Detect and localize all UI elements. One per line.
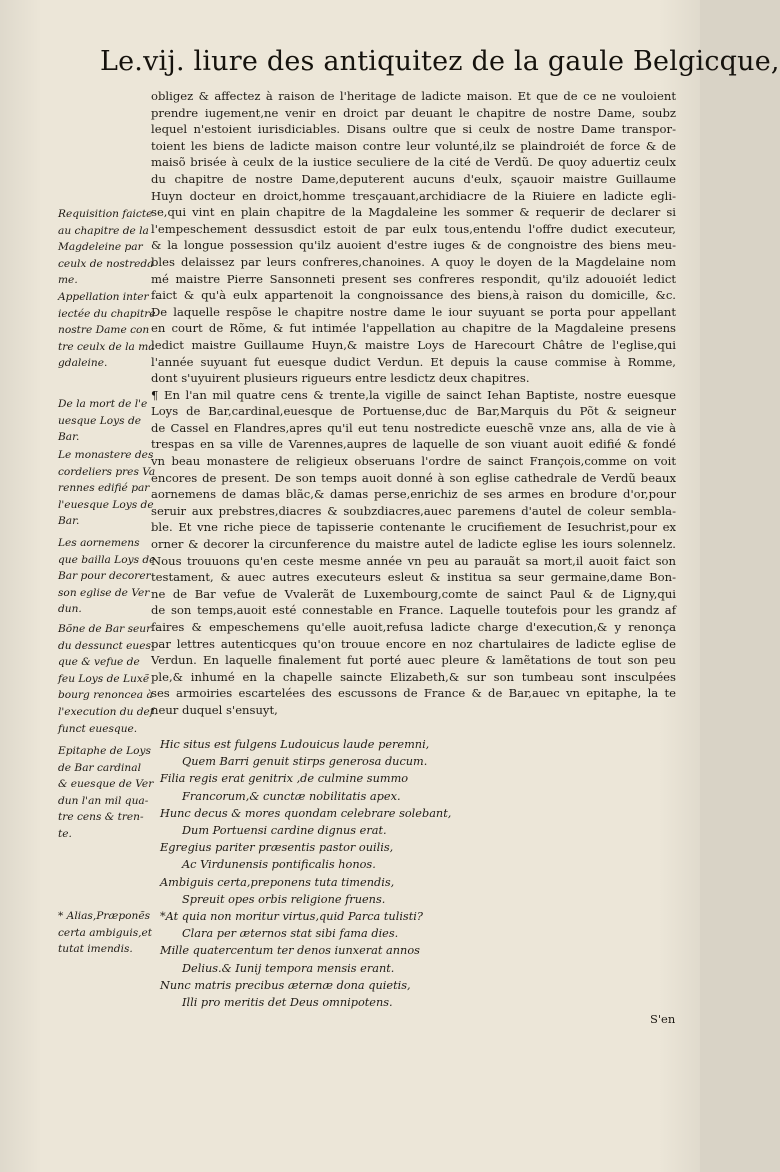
- margin-note-line: De la mort de l'e: [58, 398, 148, 410]
- text-line: se,qui vint en plain chapitre de la Magdaleine les sommer & requerir de declarer si: [151, 205, 676, 220]
- text-line: faict & qu'à eulx appartenoit la congnoissance des biens,à raison du domicille, &c.: [151, 288, 676, 303]
- text-line: de Cassel en Flandres,apres qu'il eut tenu nostredicte eueschẽ vnze ans, alla de vie à: [151, 420, 676, 435]
- text-line: bles delaissez par leurs confreres,chanoines. A quoy le doyen de la Magdelaine nom: [151, 254, 676, 269]
- text-line: ses armoiries escartelées des escussons de France & de Bar,auec vn epitaphe, la te: [151, 686, 676, 701]
- margin-note-line: funct euesque.: [58, 722, 138, 735]
- text-line: par lettres autenticques qu'on trouue encore en noz chartulaires de ladicte eglise de: [151, 636, 676, 651]
- margin-note: [58, 396, 150, 446]
- epitaph-line: Clara per æternos stat sibi fama dies.: [182, 927, 399, 941]
- margin-note-line: uesque Loys de: [58, 414, 142, 427]
- epitaph-line: Egregius pariter præsentis pastor ouilis,: [160, 841, 394, 855]
- text-line: neur duquel s'ensuyt,: [151, 702, 278, 717]
- margin-note: [58, 908, 153, 958]
- epitaph-line: Hunc decus & mores quondam celebrare solebant,: [160, 806, 452, 820]
- margin-note-line: Bõne de Bar seur: [58, 623, 152, 635]
- text-line: de son temps,auoit esté connestable en France. Laquelle toutefois pour les grandz af: [151, 603, 676, 618]
- text-line: aornemens de damas blãc,& damas perse,enrichiz de ses armes en brodure d'or,pour: [151, 487, 676, 502]
- margin-note-line: bourg renoncea à: [58, 689, 153, 702]
- epitaph-line: Spreuit opes orbis religione fruens.: [182, 892, 386, 906]
- text-line: ¶ En l'an mil quatre cens & trente,la vigille de sainct Iehan Baptiste, nostre euesque: [151, 387, 676, 402]
- margin-note: [58, 535, 156, 618]
- margin-note-line: * Alias,Præponẽs: [58, 910, 151, 922]
- margin-note-line: Bar.: [58, 515, 80, 528]
- margin-note-line: Bar pour decorer: [58, 570, 151, 583]
- text-line: l'année suyuant fut euesque dudict Verdun. Et depuis la cause commise à Romme,: [151, 354, 676, 369]
- margin-note-line: Appellation inter: [58, 291, 149, 303]
- text-line: mé maistre Pierre Sansonneti present ses confreres respondit, qu'ilz adouoiét ledict: [151, 271, 676, 286]
- text-line: Huyn docteur en droict,homme tresçauant,archidiacre de la Riuiere en ladicte egli-: [151, 188, 676, 203]
- text-line: dont s'uyuirent plusieurs rigueurs entre lesdictz deux chapitres.: [151, 371, 530, 386]
- text-line: De laquelle respõse le chapitre nostre dame le iour suyuant se porta pour appellant: [151, 304, 676, 319]
- text-line: encores de present. De son temps auoit donné à son eglise cathedrale de Verdũ beaux: [151, 470, 676, 485]
- text-line: obligez & affectez à raison de l'heritage de ladicte maison. Et que de ce ne vouloient: [151, 89, 676, 103]
- margin-note-line: du dessunct eues-: [58, 639, 155, 652]
- text-line: lequel n'estoient iurisdiciables. Disans oultre que si ceulx de nostre Dame transpor-: [151, 122, 676, 137]
- epitaph-line: Ambiguis certa,preponens tuta timendis,: [160, 875, 395, 889]
- margin-note-line: tutat imendis.: [58, 943, 133, 956]
- margin-note-line: dun l'an mil qua-: [58, 794, 149, 807]
- epitaph-line: Nunc matris precibus æternæ dona quietis,: [160, 978, 411, 992]
- text-line: ple,& inhumé en la chapelle saincte Elizabeth,& sur son tumbeau sont insculpées: [151, 669, 676, 684]
- margin-note-line: de Bar cardinal: [58, 761, 141, 774]
- margin-note-line: Les aornemens: [58, 537, 140, 549]
- epitaph-line: *At quia non moritur virtus,quid Parca tulisti?: [160, 910, 423, 924]
- margin-note-line: que bailla Loys de: [58, 553, 156, 566]
- text-line: prendre iugement,ne venir en droict par deuant le chapitre de nostre Dame, soubz: [151, 105, 676, 120]
- catchword: S'en: [650, 1012, 676, 1026]
- margin-note-line: que & vefue de: [58, 656, 140, 669]
- text-line: vn beau monastere de religieux obseruans l'ordre de sainct François,comme on voit: [151, 454, 676, 469]
- margin-note-line: Epitaphe de Loys: [58, 745, 151, 757]
- text-line: testament, & auec autres executeurs esleut & institua sa seur germaine,dame Bon-: [151, 570, 676, 585]
- text-line: Nous trouuons qu'en ceste mesme année vn peu au parauãt sa mort,il auoit faict son: [151, 553, 676, 568]
- text-line: Loys de Bar,cardinal,euesque de Portuense,duc de Bar,Marquis du Põt & seigneur: [151, 404, 676, 419]
- margin-note-line: Bar.: [58, 431, 80, 444]
- margin-note-line: ceulx de nostreda: [58, 257, 154, 270]
- text-line: en court de Rõme, & fut intimée l'appellation au chapitre de la Magdaleine presens: [151, 321, 676, 336]
- text-line: Verdun. En laquelle finalement fut porté auec pleure & lamẽtations de tout son peu: [151, 653, 676, 668]
- margin-note-line: son eglise de Ver: [58, 586, 150, 599]
- epitaph-poem: [160, 736, 490, 1011]
- margin-note-line: nostre Dame con: [58, 324, 150, 337]
- epitaph-line: Illi pro meritis det Deus omnipotens.: [182, 996, 393, 1010]
- margin-note: [58, 621, 155, 737]
- epitaph-line: Francorum,& cunctæ nobilitatis apex.: [182, 789, 401, 803]
- margin-note-line: & euesque de Ver: [58, 778, 154, 791]
- margin-note-line: dun.: [58, 603, 82, 616]
- text-line: ledict maistre Guillaume Huyn,& maistre Loys de Harecourt Châtre de l'eglise,qui: [151, 337, 676, 352]
- margin-note-line: rennes edifié par: [58, 482, 150, 495]
- text-line: l'empeschement dessusdict estoit de par eulx tous,entendu l'offre dudict executeur,: [151, 221, 676, 236]
- margin-note-line: te.: [58, 827, 72, 840]
- margin-note: [58, 447, 156, 530]
- text-line: orner & decorer la circunference du maistre autel de ladicte eglise les iours solennelz.: [151, 537, 676, 552]
- margin-note-line: me.: [58, 274, 78, 287]
- margin-note-line: tre cens & tren-: [58, 811, 144, 824]
- text-line: & la longue possession qu'ilz auoient d'estre iuges & de congnoistre des biens meu-: [151, 238, 676, 253]
- margin-note-line: l'execution du def: [58, 705, 154, 718]
- text-line: seruir aux prebstres,diacres & soubzdiacres,auec paremens d'autel de coleur sembla-: [151, 503, 676, 518]
- main-text-block: [151, 88, 676, 719]
- epitaph-line: Quem Barri genuit stirps generosa ducum.: [182, 755, 428, 769]
- margin-note: [58, 206, 154, 289]
- margin-note: [58, 743, 154, 843]
- running-title: Le.vij. liure des antiquitez de la gaule Belgicque,: [100, 46, 780, 77]
- margin-note-line: Requisition faicte: [58, 208, 153, 220]
- text-line: ble. Et vne riche piece de tapisserie contenante le crucifiement de Iesuchrist,pour ex: [151, 520, 676, 535]
- text-line: toient les biens de ladicte maison contre leur volunté,ilz se plaindroiét de force & de: [151, 138, 676, 153]
- margin-note-line: gdaleine.: [58, 357, 108, 370]
- epitaph-line: Delius.& Iunij tempora mensis erant.: [182, 961, 395, 975]
- text-line: maisõ brisée à ceulx de la iustice seculiere de la cité de Verdũ. De quoy aduertiz ceulx: [151, 155, 676, 170]
- epitaph-line: Dum Portuensi cardine dignus erat.: [182, 824, 387, 838]
- epitaph-line: Hic situs est fulgens Ludouicus laude peremni,: [160, 738, 430, 751]
- margin-note-line: cordeliers pres Va: [58, 465, 156, 478]
- margin-note-line: certa ambiguis,et: [58, 926, 153, 939]
- text-line: faires & empeschemens qu'elle auoit,refusa ladicte charge d'execution,& y renonça: [151, 620, 676, 634]
- margin-note-line: iectée du chapitre: [58, 307, 156, 320]
- margin-note-line: au chapitre de la: [58, 224, 149, 237]
- epitaph-line: Mille quatercentum ter denos iunxerat annos: [160, 944, 420, 958]
- epitaph-line: Ac Virdunensis pontificalis honos.: [182, 858, 376, 872]
- margin-note-line: Magdeleine par: [58, 241, 143, 254]
- margin-note-line: l'euesque Loys de: [58, 498, 154, 511]
- epitaph-line: Filia regis erat genitrix ,de culmine summo: [160, 772, 409, 786]
- margin-note-line: feu Loys de Luxẽ: [58, 672, 150, 685]
- margin-note-line: Le monastere des: [58, 449, 154, 461]
- margin-note-line: tre ceulx de la ma: [58, 340, 155, 353]
- margin-note: [58, 289, 156, 372]
- text-line: trespas en sa ville de Varennes,aupres de laquelle de son viuant auoit edifié & fondé: [151, 437, 676, 452]
- text-line: du chapitre de nostre Dame,deputerent aucuns d'eulx, sçauoir maistre Guillaume: [151, 171, 676, 186]
- text-line: ne de Bar vefue de Vvalerãt de Luxembourg,comte de sainct Paul & de Ligny,qui: [151, 586, 676, 601]
